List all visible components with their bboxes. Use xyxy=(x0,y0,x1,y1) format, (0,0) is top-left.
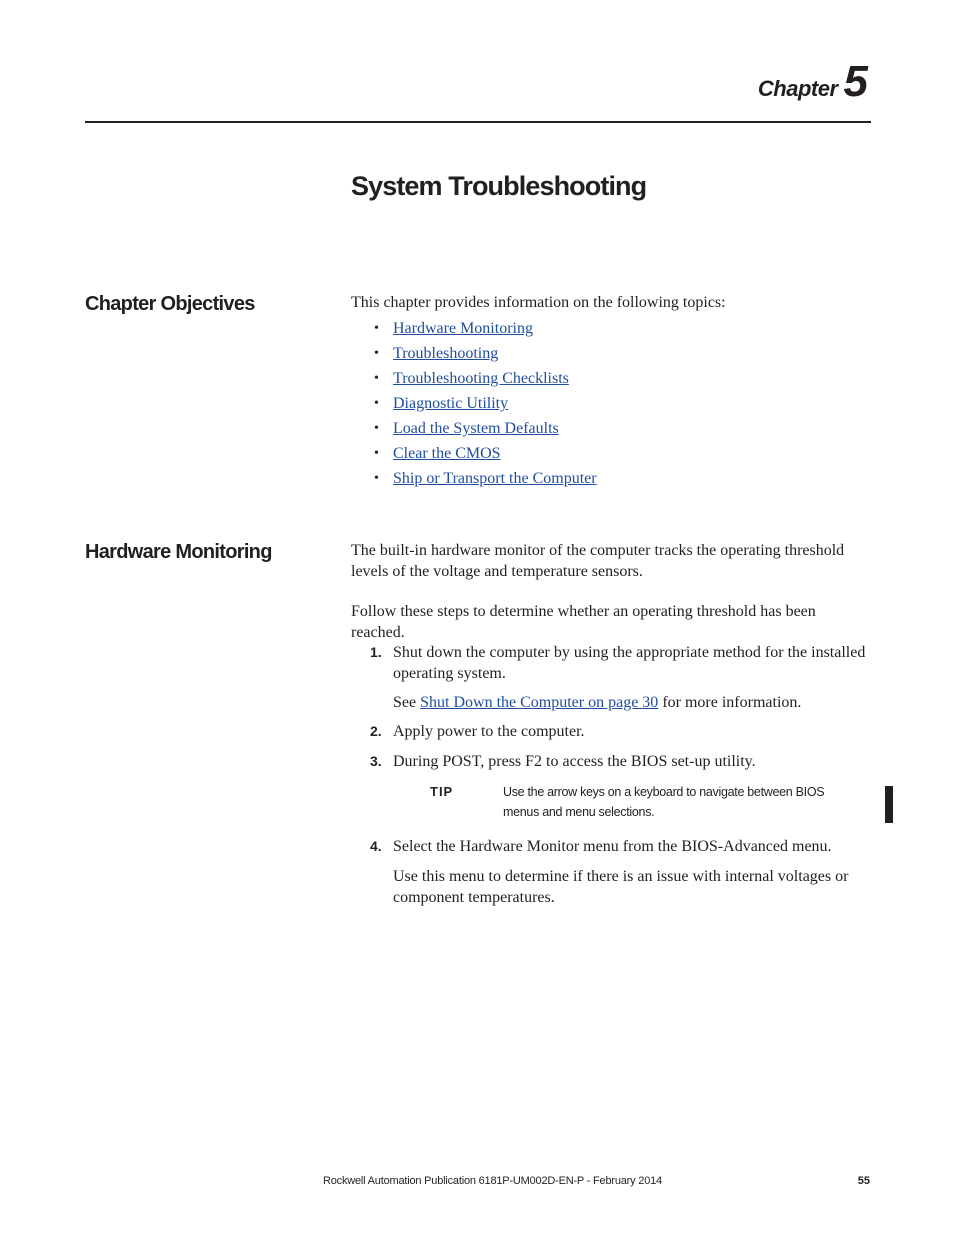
step-text: Apply power to the computer. xyxy=(393,723,585,740)
list-item xyxy=(351,391,871,416)
section-heading-objectives: Chapter Objectives xyxy=(85,293,255,315)
step-2 xyxy=(351,721,871,742)
note-prefix: See xyxy=(393,694,421,711)
step-text: Shut down the computer by using the appropriate method for the installed operating system. xyxy=(393,644,866,682)
topic-link-clear-cmos[interactable]: Clear the CMOS xyxy=(393,445,501,462)
hardware-paragraph-1: The built-in hardware monitor of the computer tracks the operating threshold levels of the voltage and temperature sensors. xyxy=(351,542,845,580)
step-4-note xyxy=(351,866,871,908)
step-number: 4. xyxy=(370,838,382,854)
bullet-icon: • xyxy=(374,396,379,411)
topic-link-troubleshooting-checklists[interactable]: Troubleshooting Checklists xyxy=(393,370,569,387)
chapter-tab-marker xyxy=(885,786,893,823)
step-note-text: Use this menu to determine if there is an issue with internal voltages or component temperatures. xyxy=(393,868,849,906)
list-item xyxy=(351,416,871,441)
publication-footer: Rockwell Automation Publication 6181P-UM002D-EN-P - February 2014 xyxy=(323,1175,662,1187)
objectives-intro: This chapter provides information on the following topics: xyxy=(351,294,726,311)
bullet-icon: • xyxy=(374,446,379,461)
tip-label: TIP xyxy=(430,784,454,799)
topic-link-troubleshooting[interactable]: Troubleshooting xyxy=(393,345,499,362)
step-number: 3. xyxy=(370,753,382,769)
page-title: System Troubleshooting xyxy=(351,171,647,201)
chapter-label: Chapter xyxy=(757,76,838,101)
tip-text: Use the arrow keys on a keyboard to navigate between BIOS menus and menu selections. xyxy=(503,785,825,819)
step-number: 1. xyxy=(370,644,382,660)
list-item xyxy=(351,341,871,366)
bullet-icon: • xyxy=(374,321,379,336)
section-heading-hardware-monitoring: Hardware Monitoring xyxy=(85,541,272,563)
page-number: 55 xyxy=(857,1175,870,1187)
step-text: Select the Hardware Monitor menu from the BIOS-Advanced menu. xyxy=(393,838,832,855)
bullet-icon: • xyxy=(374,346,379,361)
chapter-number: 5 xyxy=(843,57,868,106)
topic-link-hardware-monitoring[interactable]: Hardware Monitoring xyxy=(393,320,533,337)
step-text: During POST, press F2 to access the BIOS set-up utility. xyxy=(393,753,756,770)
bullet-icon: • xyxy=(374,471,379,486)
note-suffix: for more information. xyxy=(658,694,802,711)
topic-link-ship-transport[interactable]: Ship or Transport the Computer xyxy=(393,470,597,487)
topic-list xyxy=(351,316,871,491)
objectives-body xyxy=(351,292,871,491)
chapter-heading xyxy=(757,57,868,106)
topic-link-load-system-defaults[interactable]: Load the System Defaults xyxy=(393,420,559,437)
step-3 xyxy=(351,751,871,772)
list-item xyxy=(351,441,871,466)
bullet-icon: • xyxy=(374,421,379,436)
list-item xyxy=(351,466,871,491)
list-item xyxy=(351,316,871,341)
header-rule xyxy=(85,121,871,123)
list-item xyxy=(351,366,871,391)
bullet-icon: • xyxy=(374,371,379,386)
step-1-note xyxy=(351,692,871,713)
step-1 xyxy=(351,642,871,684)
step-number: 2. xyxy=(370,723,382,739)
step-4 xyxy=(351,836,871,857)
topic-link-diagnostic-utility[interactable]: Diagnostic Utility xyxy=(393,395,509,412)
shut-down-computer-link[interactable]: Shut Down the Computer on page 30 xyxy=(420,694,659,711)
hardware-paragraph-2: Follow these steps to determine whether an operating threshold has been reached. xyxy=(351,603,816,641)
